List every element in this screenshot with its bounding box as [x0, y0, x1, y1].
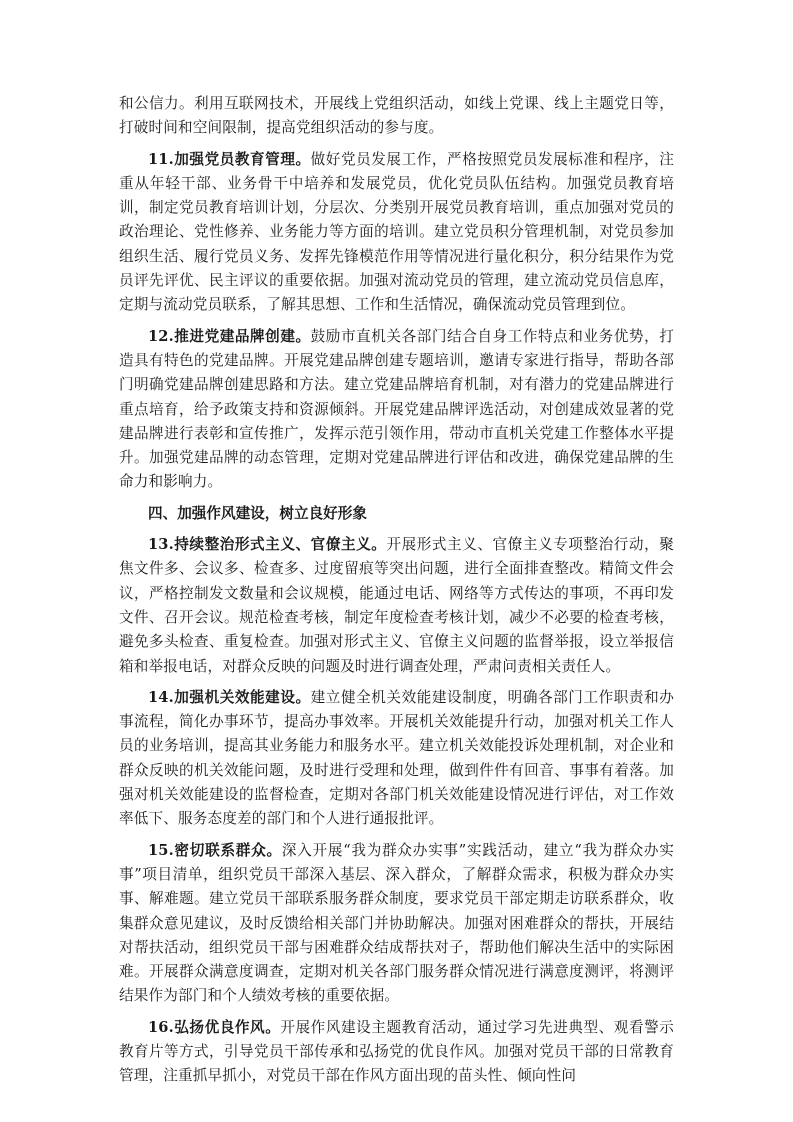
item-15-body: 深入开展“我为群众办实事”实践活动，建立“我为群众办实事”项目清单，组织党员干部深入基层、深入群众，了解群众需求，积极为群众办实事、解难题。建立党员干部联系服务群众制度，要求党员干部定期走访联系群众，收集群众意见建议，及时反馈给相关部门并协助解决。加强对困难群众的帮扶，开展结对帮扶活动，组织党员干部与困难群众结成帮扶对子，帮助他们解决生活中的实际困难。开展群众满意度调查，定期对机关各部门服务群众情况进行满意度测评，将测评结果作为部门和个人绩效考核的重要依据。: [119, 841, 675, 1005]
item-14-lead: 14.加强机关效能建设。: [148, 688, 311, 706]
item-12-paragraph: [119, 325, 674, 495]
item-15-paragraph: [119, 839, 674, 1009]
item-16-body: 开展作风建设主题教育活动，通过学习先进典型、观看警示教育片等方式，引导党员干部传承和弘扬党的优良作风。加强对党员干部的日常教育管理，注重抓早抓小，对党员干部在作风方面出现的苗头性、倾向性问: [119, 1018, 675, 1085]
item-11-lead: 11.加强党员教育管理。: [148, 150, 311, 168]
item-13-lead: 13.持续整治形式主义、官僚主义。: [148, 536, 387, 554]
item-13-paragraph: [119, 533, 674, 679]
document-page: [119, 92, 674, 1089]
intro-paragraph: 和公信力。利用互联网技术，开展线上党组织活动，如线上党课、线上主题党日等，打破时间和空间限制，提高党组织活动的参与度。: [119, 95, 674, 137]
item-13-body: 开展形式主义、官僚主义专项整治行动，聚焦文件多、会议多、检查多、过度留痕等突出问题，进行全面排查整改。精简文件会议，严格控制发文数量和会议规模，能通过电话、网络等方式传达的事项，不再印发文件、召开会议。规范检查考核，制定年度检查考核计划，减少不必要的检查考核，避免多头检查、重复检查。加强对形式主义、官僚主义问题的监督举报，设立举报信箱和举报电话，对群众反映的问题及时进行调查处理，严肃问责相关责任人。: [119, 536, 674, 675]
item-14-body: 建立健全机关效能建设制度，明确各部门工作职责和办事流程，简化办事环节，提高办事效率。开展机关效能提升行动，加强对机关工作人员的业务培训，提高其业务能力和服务水平。建立机关效能投诉处理机制，对企业和群众反映的机关效能问题，及时进行受理和处理，做到件件有回音、事事有着落。加强对机关效能建设的监督检查，定期对各部门机关效能建设情况进行评估，对工作效率低下、服务态度差的部门和个人进行通报批评。: [119, 688, 674, 828]
item-12-body: 鼓励市直机关各部门结合自身工作特点和业务优势，打造具有特色的党建品牌。开展党建品牌创建专题培训，邀请专家进行指导，帮助各部门明确党建品牌创建思路和方法。建立党建品牌培育机制，对有潜力的党建品牌进行重点培育，给予政策支持和资源倾斜。开展党建品牌评选活动，对创建成效显著的党建品牌进行表彰和宣传推广，发挥示范引领作用，带动市直机关党建工作整体水平提升。加强党建品牌的动态管理，定期对党建品牌进行评估和改进，确保党建品牌的生命力和影响力。: [119, 327, 674, 491]
item-15-lead: 15.密切联系群众。: [148, 841, 282, 859]
item-14-paragraph: [119, 686, 674, 832]
item-11-body: 做好党员发展工作，严格按照党员发展标准和程序，注重从年轻干部、业务骨干中培养和发展党员，优化党员队伍结构。加强党员教育培训，制定党员教育培训计划，分层次、分类别开展党员教育培训，重点加强对党员的政治理论、党性修养、业务能力等方面的培训。建立党员积分管理机制，对党员参加组织生活、履行党员义务、发挥先锋模范作用等情况进行量化积分，积分结果作为党员评先评优、民主评议的重要依据。加强对流动党员的管理，建立流动党员信息库，定期与流动党员联系，了解其思想、工作和生活情况，确保流动党员管理到位。: [119, 150, 674, 314]
item-12-lead: 12.推进党建品牌创建。: [148, 327, 311, 345]
item-11-paragraph: [119, 148, 674, 318]
item-16-lead: 16.弘扬优良作风。: [148, 1018, 281, 1036]
section-heading: 四、加强作风建设，树立良好形象: [148, 504, 367, 522]
item-16-paragraph: [119, 1016, 674, 1089]
